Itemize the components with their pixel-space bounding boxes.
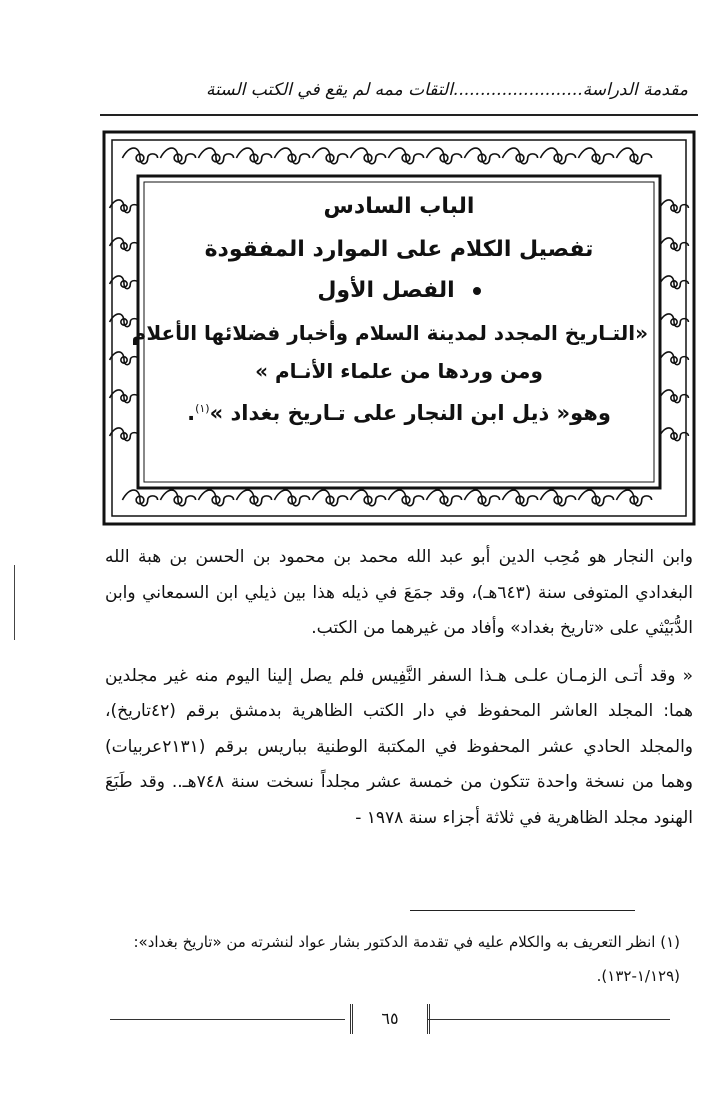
chapter-title-block <box>131 188 648 488</box>
footer-rule-left <box>110 1019 345 1020</box>
footnote-line-2: (١/١٢٩-١٣٢). <box>596 967 680 985</box>
body-text <box>105 540 693 836</box>
part-title: الباب السادس <box>323 194 475 219</box>
footnote-reference: (١) <box>195 402 210 415</box>
chapter-heading-text: الفصل الأول <box>317 278 455 303</box>
page-footer <box>110 1000 670 1040</box>
scan-margin-line <box>14 565 15 640</box>
footnote-line-1: (١) انظر التعريف به والكلام عليه في تقدمة الدكتور بشار عواد لنشرته من «تاريخ بغداد»: <box>133 933 680 951</box>
footnote-divider <box>410 910 635 911</box>
book-title-line1: «التـاريخ المجدد لمدينة السلام وأخبار فضلائها الأعلام <box>131 321 648 345</box>
page-number: ٦٥ <box>350 1004 430 1034</box>
footer-rule-right <box>428 1019 670 1020</box>
book-title-line3-text: وهو« ذيل ابن النجار على تـاريخ بغداد » <box>209 401 611 425</box>
footnote <box>90 925 680 993</box>
body-paragraph-1: وابن النجار هو مُحِب الدين أبو عبد الله محمد بن محمود بن الحسن بن هبة الله البغدادي المتوفى سنة (٦٤٣هـ)، وقد جمَعَ في ذيله هذا بين ذيلي ابن السمعاني وابن الدُّبَيْثي على «تاريخ بغداد» وأفاد من غيرهما من الكتب. <box>105 547 694 638</box>
chapter-heading <box>150 278 648 303</box>
book-title-line2: ومن وردها من علماء الأنـام » <box>255 359 543 383</box>
bullet-icon <box>473 287 481 295</box>
header-divider <box>100 114 698 116</box>
part-subtitle: تفصيل الكلام على الموارد المفقودة <box>204 237 594 262</box>
book-title-line3 <box>150 401 648 425</box>
ornamental-title-frame <box>100 128 698 528</box>
title-end-period: . <box>187 401 196 425</box>
body-paragraph-2: « وقد أتـى الزمـان علـى هـذا السفر النَّفِيس فلم يصل إلينا اليوم منه غير مجلدين هما: المجلد العاشر المحفوظ في دار الكتب الظاهرية بدمشق برقم (٤٢تاريخ)، والمجلد الحادي عشر المحفوظ في المكتبة الوطنية بباريس برقم (٢١٣١عربيات) وهما من نسخة واحدة تتكون من خمسة عشر مجلداً نسخت سنة ٧٤٨هـ.. وقد طَبَعَ الهنود مجلد الظاهرية في ثلاثة أجزاء سنة ١٩٧٨ - <box>105 665 694 828</box>
running-header: مقدمة الدراسة........................التقات ممه لم يقع في الكتب الستة <box>206 80 688 100</box>
